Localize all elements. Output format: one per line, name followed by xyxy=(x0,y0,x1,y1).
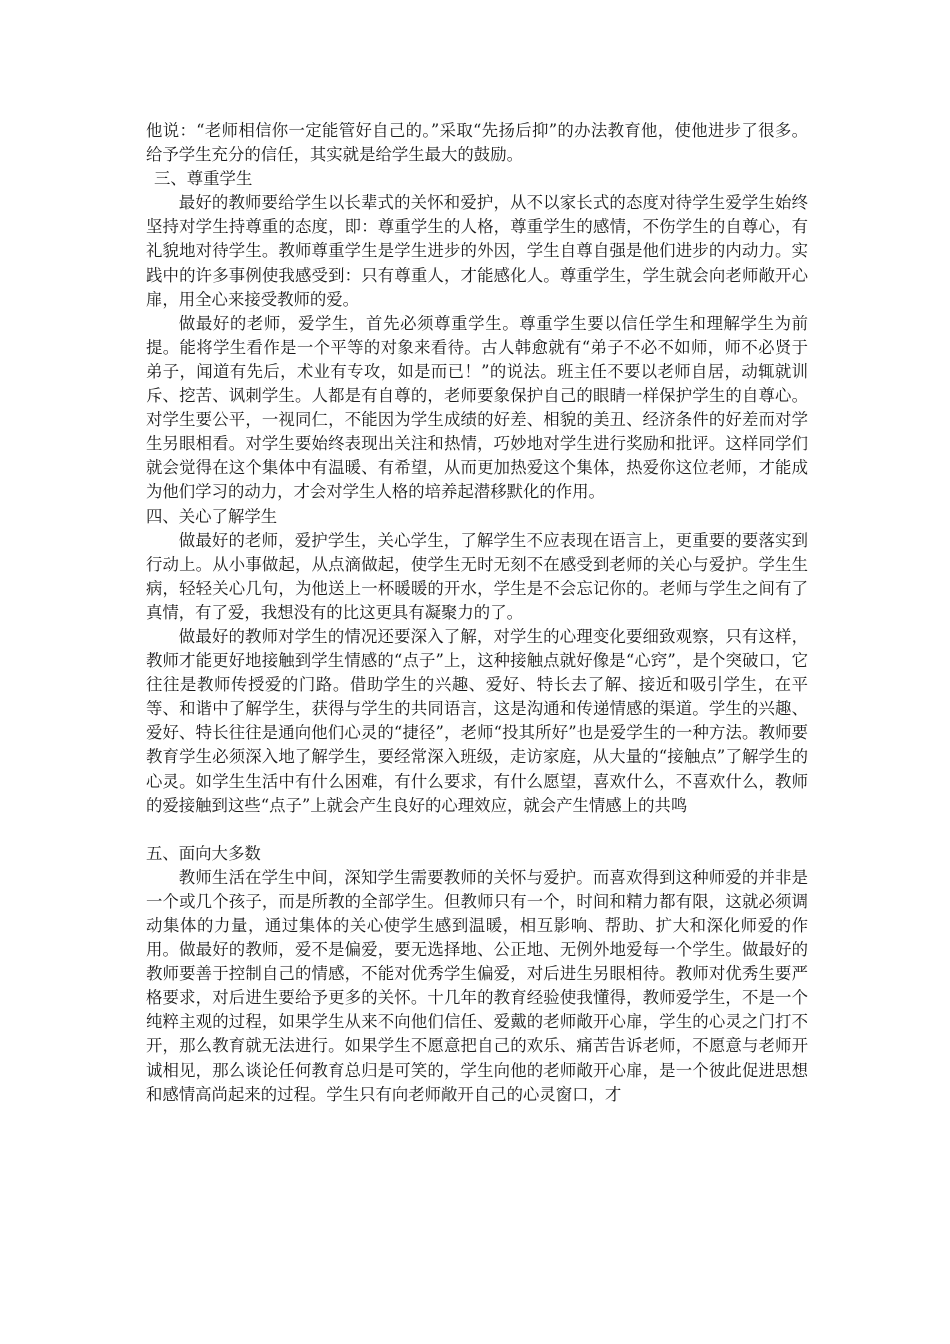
section-4-paragraph-1: 做最好的老师，爱护学生，关心学生，了解学生不应表现在语言上，更重要的要落实到行动上。从小事做起，从点滴做起，使学生无时无刻不在感受到老师的关心与爱护。学生生病，轻轻关心几句，为他送上一杯暖暖的开水，学生是不会忘记你的。老师与学生之间有了真情，有了爱，我想没有的比这更具有凝聚力的了。 xyxy=(146,530,808,622)
document-page xyxy=(146,119,808,1107)
section-3-paragraph-2: 做最好的老师，爱学生，首先必须尊重学生。尊重学生要以信任学生和理解学生为前提。能将学生看作是一个平等的对象来看待。古人韩愈就有“弟子不必不如师，师不必贤于弟子，闻道有先后，术业有专攻，如是而已！”的说法。班主任不要以老师自居，动辄就训斥、挖苦、讽刺学生。人都是有自尊的，老师要象保护自己的眼睛一样保护学生的自尊心。对学生要公平，一视同仁，不能因为学生成绩的好差、相貌的美丑、经济条件的好差而对学生另眼相看。对学生要始终表现出关注和热情，巧妙地对学生进行奖励和批评。这样同学们就会觉得在这个集体中有温暖、有希望，从而更加热爱这个集体，热爱你这位老师，才能成为他们学习的动力，才会对学生人格的培养起潜移默化的作用。 xyxy=(146,313,808,502)
section-5-heading: 五、面向大多数 xyxy=(146,843,261,863)
section-5-paragraph-1: 教师生活在学生中间，深知学生需要教师的关怀与爱护。而喜欢得到这种师爱的并非是一个或几个孩子，而是所教的全部学生。但教师只有一个，时间和精力都有限，这就必须调动集体的力量，通过集体的关心使学生感到温暖，相互影响、帮助、扩大和深化师爱的作用。做最好的教师，爱不是偏爱，要无选择地、公正地、无例外地爱每一个学生。做最好的教师要善于控制自己的情感，不能对优秀学生偏爱，对后进生另眼相待。教师对优秀生要严格要求，对后进生要给予更多的关怀。十几年的教育经验使我懂得，教师爱学生，不是一个纯粹主观的过程，如果学生从来不向他们信任、爱戴的老师敞开心扉，学生的心灵之门打不开，那么教育就无法进行。如果学生不愿意把自己的欢乐、痛苦告诉老师，不愿意与老师开诚相见，那么谈论任何教育总归是可笑的，学生向他的老师敞开心扉，是一个彼此促进思想和感情高尚起来的过程。学生只有向老师敞开自己的心灵窗口，才 xyxy=(146,867,808,1104)
blank-line xyxy=(146,818,808,842)
section-4-paragraph-2: 做最好的教师对学生的情况还要深入了解，对学生的心理变化要细致观察，只有这样，教师才能更好地接触到学生情感的“点子”上，这种接触点就好像是“心窍”，是个突破口，它往往是教师传授爱的门路。借助学生的兴趣、爱好、特长去了解、接近和吸引学生，在平等、和谐中了解学生，获得与学生的共同语言，这是沟通和传递情感的渠道。学生的兴趣、爱好、特长往往是通向他们心灵的“捷径”，老师“投其所好”也是爱学生的一种方法。教师要教育学生必须深入地了解学生，要经常深入班级，走访家庭，从大量的“接触点”了解学生的心灵。如学生生活中有什么困难，有什么要求，有什么愿望，喜欢什么，不喜欢什么，教师的爱接触到这些“点子”上就会产生良好的心理效应，就会产生情感上的共鸣 xyxy=(146,626,808,815)
section-3-paragraph-1: 最好的教师要给学生以长辈式的关怀和爱护，从不以家长式的态度对待学生爱学生始终坚持对学生持尊重的态度，即：尊重学生的人格，尊重学生的感情，不伤学生的自尊心，有礼貌地对待学生。教师尊重学生是学生进步的外因，学生自尊自强是他们进步的内动力。实践中的许多事例使我感受到：只有尊重人，才能感化人。尊重学生，学生就会向老师敞开心扉，用全心来接受教师的爱。 xyxy=(146,193,808,309)
section-4-heading: 四、关心了解学生 xyxy=(146,506,278,526)
section-3-heading: 三、尊重学生 xyxy=(154,169,253,189)
lead-paragraph: 他说：“老师相信你一定能管好自己的。”采取“先扬后抑”的办法教育他，使他进步了很多。给予学生充分的信任，其实就是给学生最大的鼓励。 xyxy=(146,121,808,165)
